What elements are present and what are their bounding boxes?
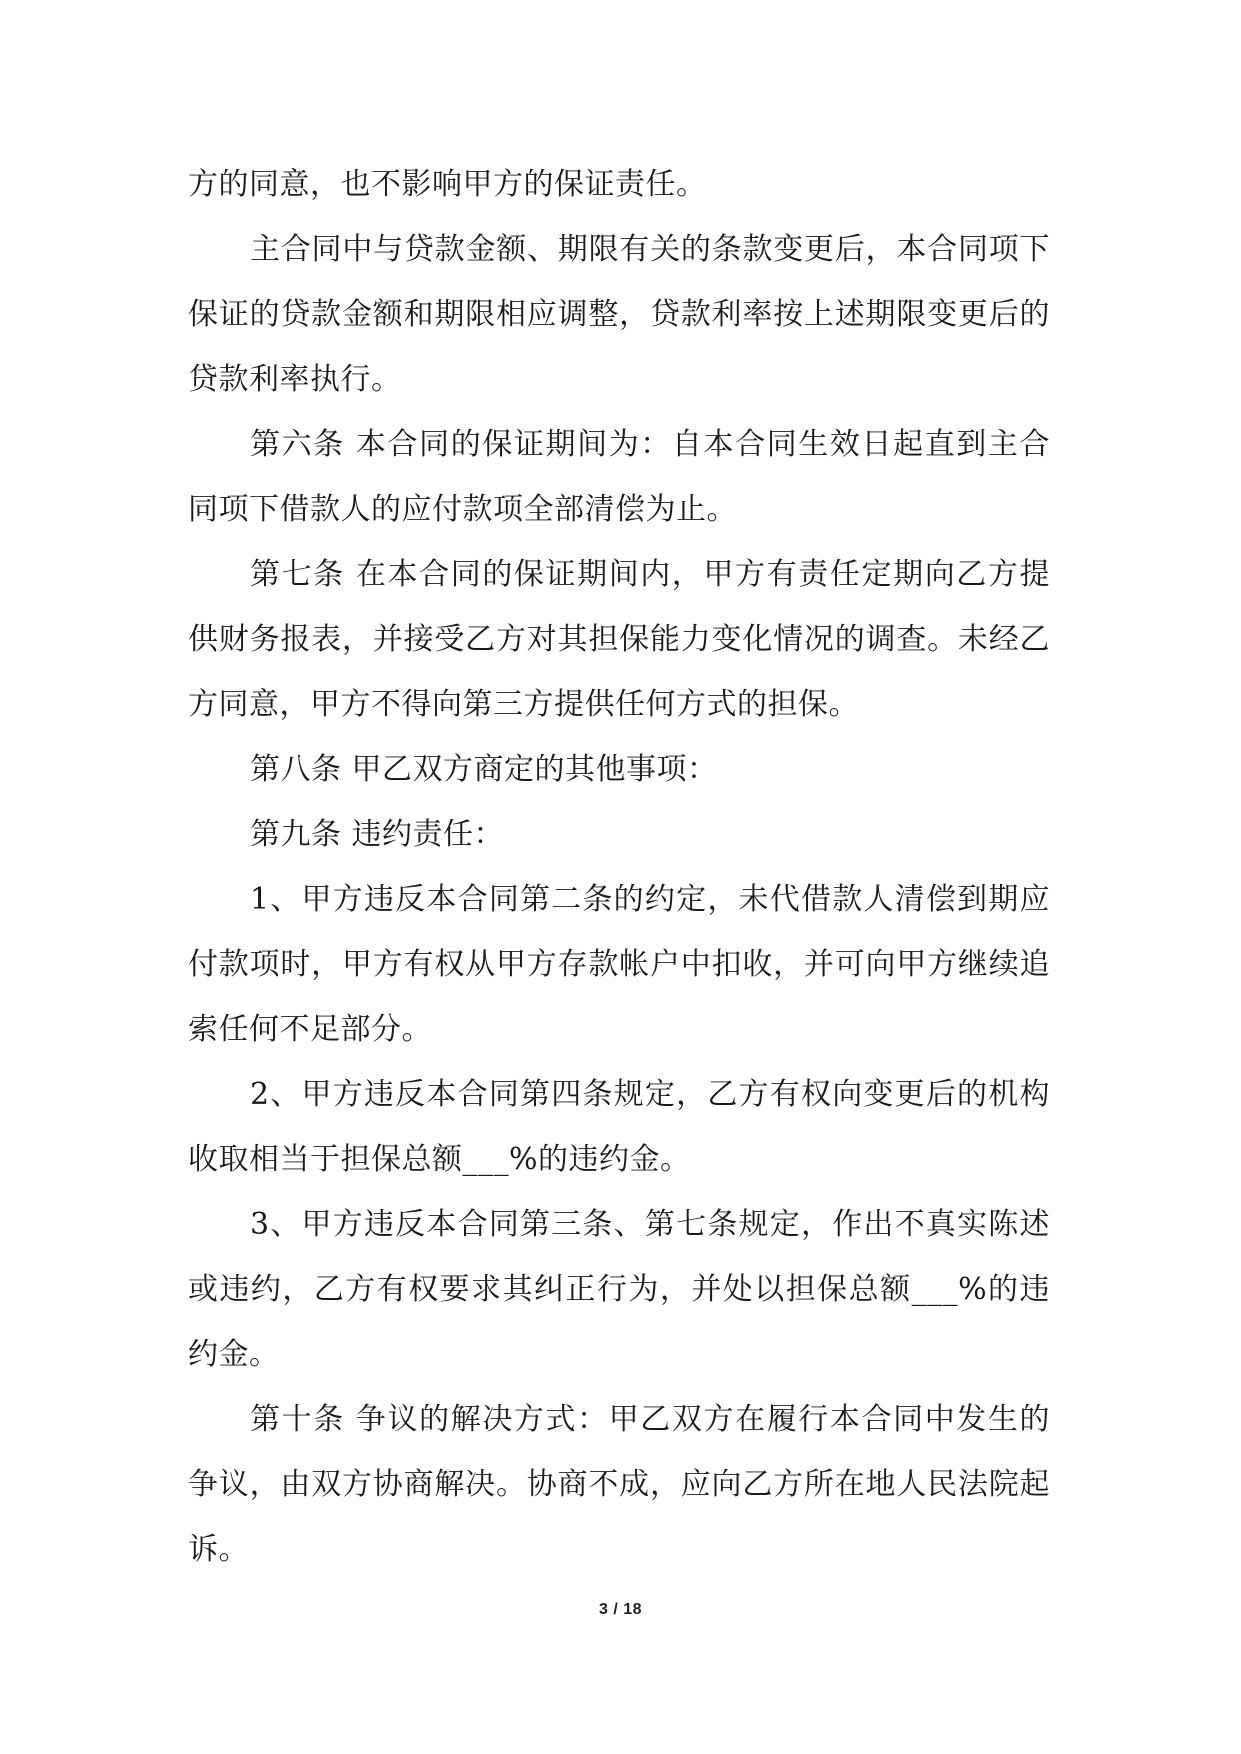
- paragraph-article-7: 第七条 在本合同的保证期间内，甲方有责任定期向乙方提供财务报表，并接受乙方对其担保能力变化情况的调查。未经乙方同意，甲方不得向第三方提供任何方式的担保。: [188, 557, 1050, 722]
- paragraph-continuation: 方的同意，也不影响甲方的保证责任。: [188, 167, 707, 202]
- paragraph-article-6: 第六条 本合同的保证期间为：自本合同生效日起直到主合同项下借款人的应付款项全部清偿为止。: [188, 427, 1050, 527]
- paragraph-article-10: 第十条 争议的解决方式：甲乙双方在履行本合同中发生的争议，由双方协商解决。协商不成，应向乙方所在地人民法院起诉。: [188, 1402, 1050, 1567]
- paragraph-article-8: 第八条 甲乙双方商定的其他事项：: [250, 752, 718, 787]
- paragraph-article-9: 第九条 违约责任：: [250, 817, 505, 852]
- paragraph-liability-3: 3、甲方违反本合同第三条、第七条规定，作出不真实陈述或违约，乙方有权要求其纠正行为，并处以担保总额___%的违约金。: [188, 1207, 1050, 1372]
- document-body: [188, 152, 1050, 1582]
- paragraph-loan-adjustment: 主合同中与贷款金额、期限有关的条款变更后，本合同项下保证的贷款金额和期限相应调整，贷款利率按上述期限变更后的贷款利率执行。: [188, 232, 1050, 397]
- page-number: 3 / 18: [598, 1601, 643, 1618]
- paragraph-liability-1: 1、甲方违反本合同第二条的约定，未代借款人清偿到期应付款项时，甲方有权从甲方存款帐户中扣收，并可向甲方继续追索任何不足部分。: [188, 882, 1050, 1047]
- paragraph-liability-2: 2、甲方违反本合同第四条规定，乙方有权向变更后的机构收取相当于担保总额___%的违约金。: [188, 1077, 1050, 1177]
